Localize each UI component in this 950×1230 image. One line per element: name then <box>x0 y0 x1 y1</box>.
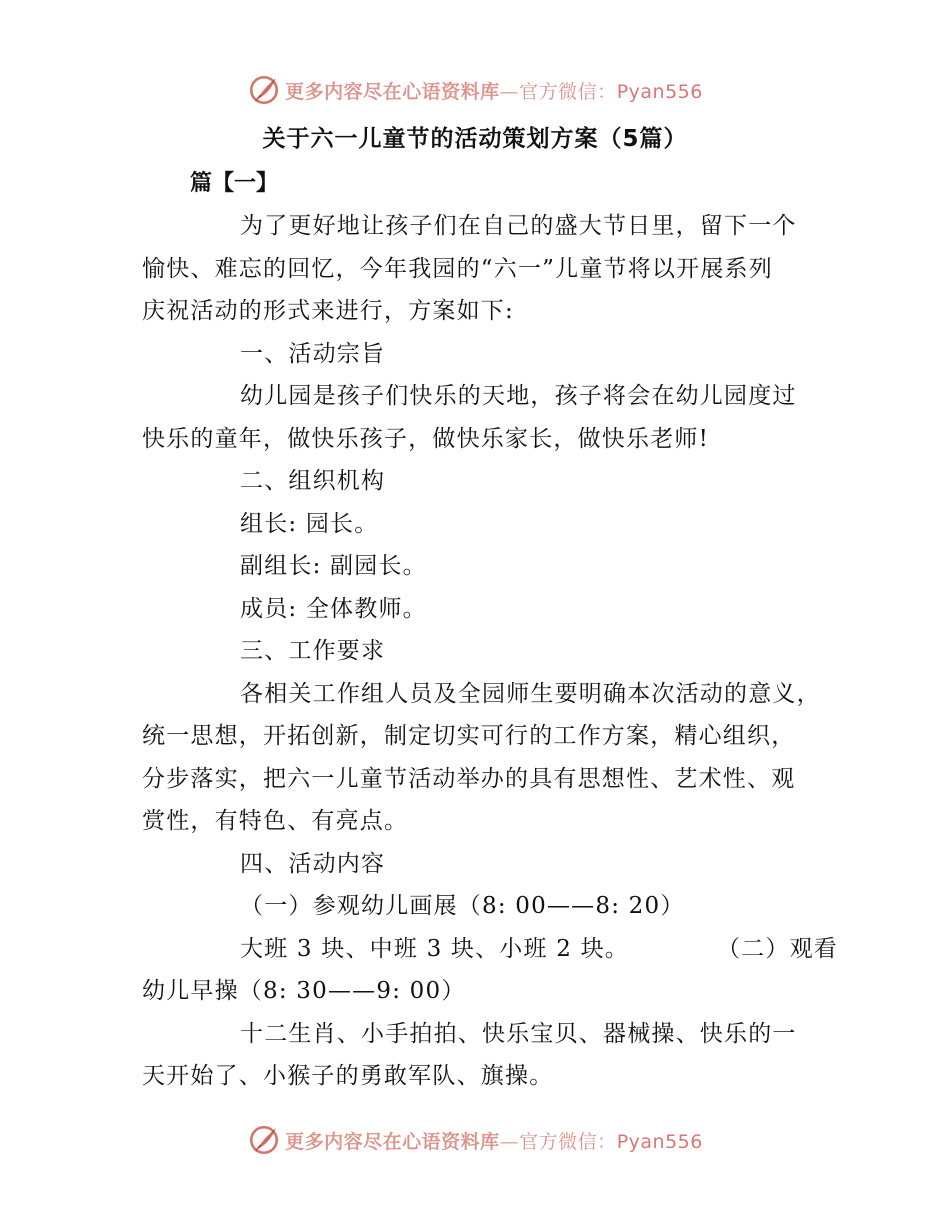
section-label: 篇【一】 <box>190 171 279 196</box>
footer-banner <box>0 1120 950 1160</box>
document-title: 关于六一儿童节的活动策划方案（5篇） <box>262 126 688 152</box>
heading-organization: 二、组织机构 <box>240 468 386 494</box>
paragraph-line: 为了更好地让孩子们在自己的盛大节日里，留下一个 <box>240 213 797 239</box>
paragraph-line: 愉快、难忘的回忆，今年我园的“六一”儿童节将以开展系列 <box>142 255 773 282</box>
paragraph-line <box>142 928 838 971</box>
subheading-exhibition: （一）参观幼儿画展（8: 00——8: 20） <box>240 893 685 919</box>
heading-requirements: 三、工作要求 <box>240 638 386 664</box>
paragraph-line: 分步落实，把六一儿童节活动举办的具有思想性、艺术性、观 <box>142 765 796 792</box>
heading-purpose: 一、活动宗旨 <box>240 340 386 367</box>
paragraph-line: 快乐的童年，做快乐孩子，做快乐家长，做快乐老师! <box>142 425 710 452</box>
feather-quill-icon <box>247 73 281 107</box>
paragraph-line: 赏性，有特色、有亮点。 <box>142 808 409 834</box>
header-banner-text: 更多内容尽在心语资料库—官方微信：Pyan556 <box>285 80 703 103</box>
paragraph-line: 统一思想，开拓创新，制定切实可行的工作方案，精心组织， <box>142 723 796 749</box>
header-banner <box>0 70 950 110</box>
footer-banner-text: 更多内容尽在心语资料库—官方微信：Pyan556 <box>285 1130 703 1153</box>
document-body <box>142 205 838 1098</box>
org-line: 副组长: 副园长。 <box>240 553 427 579</box>
heading-content: 四、活动内容 <box>240 850 386 877</box>
org-line: 组长: 园长。 <box>240 510 379 537</box>
paragraph-line: 幼儿园是孩子们快乐的天地，孩子将会在幼儿园度过 <box>240 383 797 409</box>
paragraph-line: 各相关工作组人员及全园师生要明确本次活动的意义， <box>240 680 821 707</box>
feather-quill-icon <box>247 1123 281 1157</box>
exhibition-detail: 大班 3 块、中班 3 块、小班 2 块。 <box>240 935 629 962</box>
paragraph-line: 天开始了、小猴子的勇敢军队、旗操。 <box>142 1063 554 1089</box>
org-line: 成员: 全体教师。 <box>240 595 427 622</box>
subheading-exercise-start: （二）观看 <box>716 935 838 962</box>
subheading-exercise: 幼儿早操（8: 30——9: 00） <box>142 978 466 1004</box>
paragraph-line: 庆祝活动的形式来进行，方案如下: <box>142 298 514 324</box>
paragraph-line: 十二生肖、小手拍拍、快乐宝贝、器械操、快乐的一 <box>240 1020 797 1047</box>
